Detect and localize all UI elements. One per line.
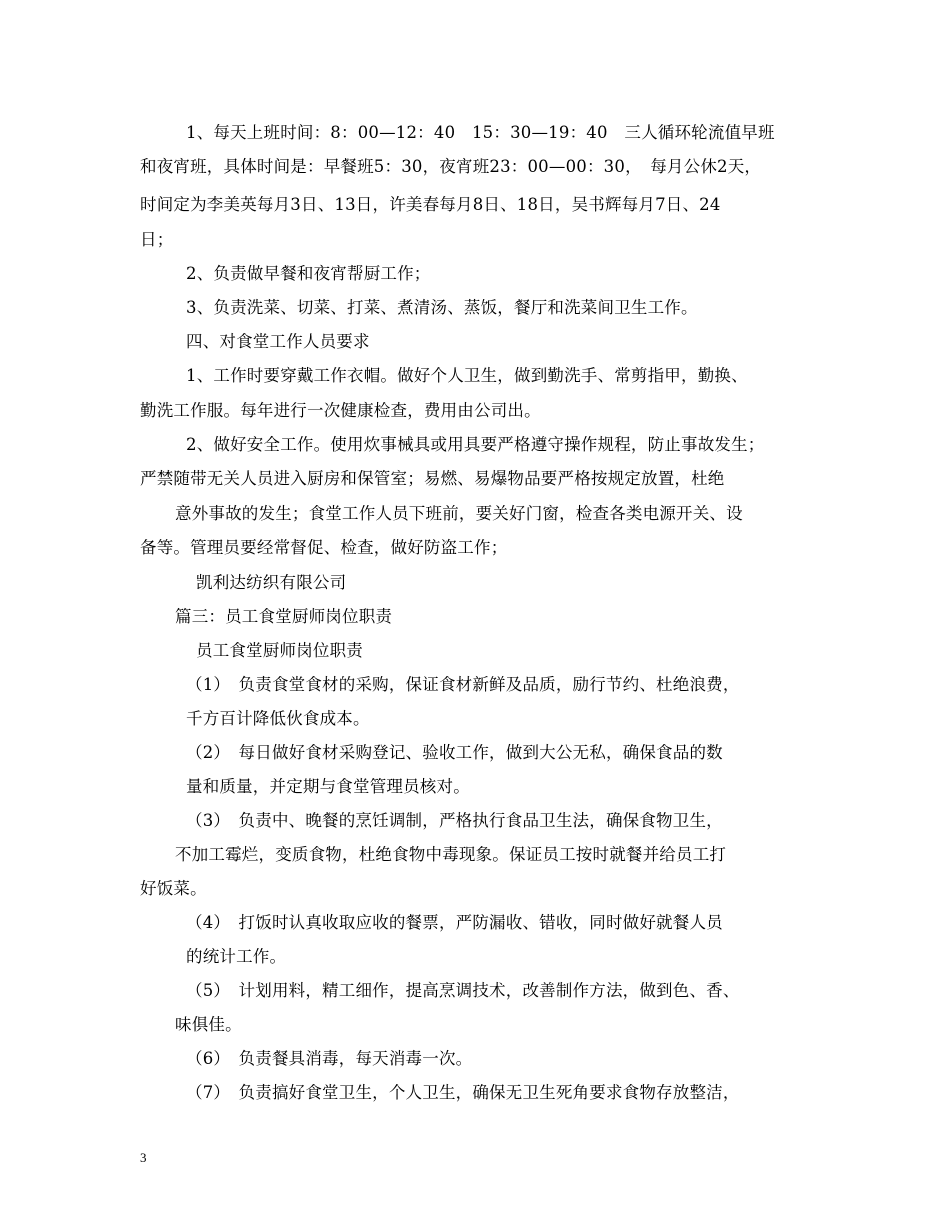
text-line: 1、工作时要穿戴工作衣帽。做好个人卫生，做到勤洗手、常剪指甲，勤换、 [186,366,748,385]
text-line: 严禁随带无关人员进入厨房和保管室；易燃、易爆物品要严格按规定放置，杜绝 [140,469,725,488]
text-line: 和夜宵班，具体时间是：早餐班5：30，夜宵班23：00—00：30， 每月公休2天， [140,157,762,176]
text-line: 量和质量，并定期与食堂管理员核对。 [186,777,470,796]
text-line: （4） 打饭时认真收取应收的餐票，严防漏收、错收，同时做好就餐人员 [186,913,723,932]
text-line: 千方百计降低伙食成本。 [186,709,370,728]
text-line: 1、每天上班时间：8：00—12：40 15：30—19：40 三人循环轮流值早班 [186,123,775,142]
section-heading: 四、对食堂工作人员要求 [186,332,370,351]
text-line: 的统计工作。 [186,947,287,966]
text-line: （7） 负责搞好食堂卫生，个人卫生，确保无卫生死角要求食物存放整洁， [186,1083,740,1102]
text-line: 3、负责洗菜、切菜、打菜、煮清汤、蒸饭，餐厅和洗菜间卫生工作。 [186,298,698,317]
page-number: 3 [140,1150,147,1165]
chapter-heading: 篇三：员工食堂厨师岗位职责 [175,607,393,626]
text-line: 意外事故的发生；食堂工作人员下班前，要关好门窗，检查各类电源开关、设 [175,504,743,523]
text-line: 勤洗工作服。每年进行一次健康检查，费用由公司出。 [140,401,541,420]
text-line: 味俱佳。 [175,1015,242,1034]
text-line: 日； [140,230,174,249]
text-line: 时间定为李美英每月3日、13日，许美春每月8日、18日，吴书辉每月7日、24 [140,195,721,214]
text-line: （2） 每日做好食材采购登记、验收工作，做到大公无私，确保食品的数 [186,743,723,762]
document-title: 员工食堂厨师岗位职责 [196,641,363,660]
text-line: （6） 负责餐具消毒，每天消毒一次。 [186,1049,473,1068]
text-line: 2、负责做早餐和夜宵帮厨工作； [186,264,431,283]
text-line: （5） 计划用料，精工细作，提高烹调技术，改善制作方法，做到色、香、 [186,981,740,1000]
text-line: 备等。管理员要经常督促、检查，做好防盗工作； [140,538,508,557]
company-name: 凯利达纺织有限公司 [196,573,347,592]
text-line: 2、做好安全工作。使用炊事械具或用具要严格遵守操作规程，防止事故发生； [186,435,765,454]
text-line: （1） 负责食堂食材的采购，保证食材新鲜及品质，励行节约、杜绝浪费， [186,675,740,694]
text-line: 好饭菜。 [140,879,207,898]
text-line: 不加工霉烂，变质食物，杜绝食物中毒现象。保证员工按时就餐并给员工打 [175,845,727,864]
text-line: （3） 负责中、晚餐的烹饪调制，严格执行食品卫生法，确保食物卫生， [186,811,723,830]
